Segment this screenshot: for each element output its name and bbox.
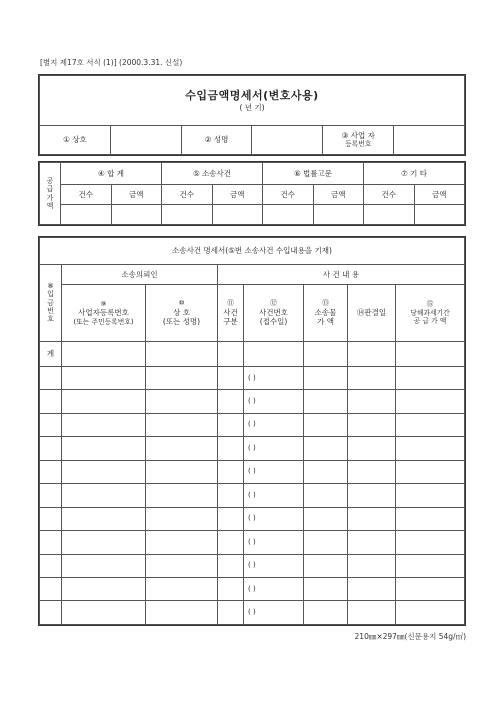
table-row: [40, 390, 465, 413]
count-label: 건수: [162, 185, 213, 205]
table-cell[interactable]: [218, 507, 244, 530]
col12-line1: 사건번호: [259, 307, 288, 317]
table-cell[interactable]: [348, 413, 396, 436]
col13-line2: 가 액: [317, 317, 334, 327]
total-count-field[interactable]: [61, 205, 112, 225]
table-cell[interactable]: [40, 413, 62, 436]
total-cell[interactable]: [304, 342, 348, 367]
table-cell[interactable]: [348, 507, 396, 530]
table-cell[interactable]: [396, 366, 465, 389]
other-amount-field[interactable]: [414, 205, 465, 225]
col-period-supply-value: [396, 284, 465, 341]
col9-line2: (또는 주민등록번호): [73, 317, 134, 326]
table-cell[interactable]: [40, 484, 62, 507]
table-cell[interactable]: [40, 531, 62, 554]
col-case-number: [244, 284, 304, 341]
supply-label-char: 액: [46, 201, 54, 210]
table-row: [40, 460, 465, 483]
amount-label: 금액: [414, 185, 465, 205]
table-cell[interactable]: [40, 366, 62, 389]
table-cell[interactable]: [396, 507, 465, 530]
litigation-detail-section: [38, 236, 466, 626]
total-row-label: 계: [40, 342, 62, 367]
count-label: 건수: [263, 185, 314, 205]
table-cell[interactable]: [218, 484, 244, 507]
case-number-cell[interactable]: ( ): [244, 578, 304, 601]
table-cell[interactable]: [146, 390, 218, 413]
table-cell[interactable]: [40, 507, 62, 530]
col13-mark: ⑬: [322, 299, 329, 308]
table-row: [40, 437, 465, 460]
table-cell[interactable]: [304, 531, 348, 554]
year-period: ( 년 기): [239, 102, 265, 112]
table-cell[interactable]: [304, 390, 348, 413]
receipt-label-char: ⑧: [47, 281, 54, 290]
receipt-label-char: 번: [47, 307, 54, 316]
table-row: [40, 554, 465, 577]
receipt-label-char: 호: [47, 315, 54, 324]
col-business-name: [146, 284, 218, 341]
table-cell[interactable]: [396, 390, 465, 413]
table-row: [40, 601, 465, 625]
table-cell[interactable]: [62, 601, 146, 625]
receipt-label-char: 입: [47, 290, 54, 299]
col-case-type: [218, 284, 244, 341]
table-cell[interactable]: [40, 554, 62, 577]
table-cell[interactable]: [146, 460, 218, 483]
table-row: [40, 413, 465, 436]
supply-value-vertical-label: [40, 163, 61, 225]
col9-mark: ⑨: [100, 299, 107, 308]
table-cell[interactable]: [348, 601, 396, 625]
table-cell[interactable]: [40, 578, 62, 601]
title-cell: [40, 76, 465, 126]
table-cell[interactable]: [396, 413, 465, 436]
col10-line1: 상 호: [173, 307, 190, 317]
table-cell[interactable]: [218, 390, 244, 413]
table-cell[interactable]: [348, 531, 396, 554]
supply-label-char: 급: [46, 185, 54, 194]
other-header: ⑦ 기 타: [364, 163, 465, 185]
table-cell[interactable]: [62, 484, 146, 507]
col9-line1: 사업자등록번호: [78, 308, 129, 318]
table-cell[interactable]: [146, 507, 218, 530]
table-cell[interactable]: [146, 554, 218, 577]
table-row: [40, 366, 465, 389]
registration-number-field[interactable]: [394, 126, 465, 155]
table-cell[interactable]: [146, 366, 218, 389]
registration-label-line1: ③ 사업 자: [341, 131, 375, 141]
case-number-cell[interactable]: ( ): [244, 484, 304, 507]
table-cell[interactable]: [396, 484, 465, 507]
table-cell[interactable]: [304, 413, 348, 436]
table-cell[interactable]: [348, 578, 396, 601]
table-cell[interactable]: [218, 460, 244, 483]
table-cell[interactable]: [146, 601, 218, 625]
other-count-field[interactable]: [364, 205, 415, 225]
receipt-number-header: [40, 264, 62, 342]
receipt-label-char: 금: [47, 298, 54, 307]
table-cell[interactable]: [348, 460, 396, 483]
table-cell[interactable]: [218, 601, 244, 625]
table-cell[interactable]: [218, 578, 244, 601]
total-cell[interactable]: [396, 342, 465, 367]
table-cell[interactable]: [40, 460, 62, 483]
supply-label-char: 가: [46, 193, 54, 202]
table-cell[interactable]: [40, 437, 62, 460]
table-cell[interactable]: [62, 366, 146, 389]
count-label: 건수: [364, 185, 415, 205]
case-number-cell[interactable]: ( ): [244, 460, 304, 483]
table-cell[interactable]: [348, 484, 396, 507]
registration-label-line2: 등록번호: [345, 140, 372, 149]
table-row: [40, 484, 465, 507]
table-cell[interactable]: [396, 531, 465, 554]
total-cell[interactable]: [218, 342, 244, 367]
col12-mark: ⑫: [270, 299, 277, 308]
legal-advisor-header: ⑥ 법률고문: [263, 163, 364, 185]
table-cell[interactable]: [304, 601, 348, 625]
table-row: [40, 531, 465, 554]
total-cell[interactable]: [62, 342, 146, 367]
name-label: ② 성명: [181, 126, 252, 155]
form-title: 수입금액명세서(변호사용): [185, 88, 319, 102]
table-cell[interactable]: [218, 531, 244, 554]
table-cell[interactable]: [62, 460, 146, 483]
table-cell[interactable]: [218, 366, 244, 389]
col12-line2: (접수일): [259, 317, 288, 327]
supply-value-section: [38, 161, 466, 226]
col15-line2: 공 급 가 액: [413, 317, 447, 326]
case-number-cell[interactable]: ( ): [244, 390, 304, 413]
table-cell[interactable]: [304, 507, 348, 530]
litigation-header: ⑤ 소송사건: [162, 163, 263, 185]
table-cell[interactable]: [348, 554, 396, 577]
name-field[interactable]: [252, 126, 323, 155]
table-cell[interactable]: [218, 554, 244, 577]
registration-number-label: [323, 126, 394, 155]
col13-line1: 소송물: [314, 307, 337, 317]
table-cell[interactable]: [40, 601, 62, 625]
case-number-cell[interactable]: ( ): [244, 507, 304, 530]
table-cell[interactable]: [146, 578, 218, 601]
table-cell[interactable]: [304, 460, 348, 483]
total-amount-field[interactable]: [111, 205, 162, 225]
col-judgment-date: ⑭판결일: [348, 284, 396, 341]
table-cell[interactable]: [62, 507, 146, 530]
amount-label: 금액: [212, 185, 263, 205]
amount-label: 금액: [111, 185, 162, 205]
table-cell[interactable]: [40, 390, 62, 413]
table-cell[interactable]: [396, 554, 465, 577]
table-cell[interactable]: [348, 390, 396, 413]
table-cell[interactable]: [62, 578, 146, 601]
col11-mark: ⑪: [227, 299, 234, 308]
table-row: [40, 507, 465, 530]
table-cell[interactable]: [146, 531, 218, 554]
case-number-cell[interactable]: ( ): [244, 413, 304, 436]
supply-label-char: 공: [46, 176, 54, 185]
case-number-cell[interactable]: ( ): [244, 366, 304, 389]
col15-mark: ⑮: [426, 300, 434, 309]
legal-amount-field[interactable]: [313, 205, 364, 225]
legal-count-field[interactable]: [263, 205, 314, 225]
table-cell[interactable]: [146, 437, 218, 460]
table-cell[interactable]: [146, 413, 218, 436]
table-cell[interactable]: [348, 366, 396, 389]
table-row: [40, 578, 465, 601]
table-cell[interactable]: [304, 366, 348, 389]
table-cell[interactable]: [62, 437, 146, 460]
case-number-cell[interactable]: ( ): [244, 531, 304, 554]
table-cell[interactable]: [218, 413, 244, 436]
table-cell[interactable]: [396, 437, 465, 460]
total-cell[interactable]: [146, 342, 218, 367]
table-cell[interactable]: [396, 460, 465, 483]
title-section: [38, 74, 466, 156]
table-cell[interactable]: [218, 437, 244, 460]
table-cell[interactable]: [304, 437, 348, 460]
case-number-cell[interactable]: ( ): [244, 601, 304, 625]
table-cell[interactable]: [62, 390, 146, 413]
case-number-cell[interactable]: ( ): [244, 437, 304, 460]
case-header: 사 건 내 용: [218, 264, 465, 284]
table-cell[interactable]: [396, 578, 465, 601]
litigation-amount-field[interactable]: [212, 205, 263, 225]
business-name-field[interactable]: [110, 126, 181, 155]
col10-mark: ⑩: [178, 299, 185, 308]
litigation-count-field[interactable]: [162, 205, 213, 225]
case-number-cell[interactable]: ( ): [244, 554, 304, 577]
table-cell[interactable]: [62, 413, 146, 436]
table-cell[interactable]: [304, 554, 348, 577]
total-cell[interactable]: [244, 342, 304, 367]
total-header: ④ 합 계: [61, 163, 162, 185]
form-note: [별지 제17호 서식 (1)] (2000.3.31. 신설): [40, 58, 183, 67]
table-cell[interactable]: [348, 437, 396, 460]
table-cell[interactable]: [62, 531, 146, 554]
business-name-label: ① 상호: [40, 126, 111, 155]
col10-line2: (또는 성명): [162, 317, 201, 327]
col-registration-number: [62, 284, 146, 341]
col-claim-value: [304, 284, 348, 341]
client-header: 소송의뢰인: [62, 264, 218, 284]
table-cell[interactable]: [304, 578, 348, 601]
count-label: 건수: [61, 185, 112, 205]
col11-line2: 구분: [223, 317, 238, 327]
table-cell[interactable]: [62, 554, 146, 577]
table-cell[interactable]: [304, 484, 348, 507]
amount-label: 금액: [313, 185, 364, 205]
col15-line1: 당해과세기간: [410, 308, 450, 317]
table-cell[interactable]: [396, 601, 465, 625]
table-cell[interactable]: [146, 484, 218, 507]
total-cell[interactable]: [348, 342, 396, 367]
col11-line1: 사건: [223, 307, 238, 317]
paper-size-note: 210㎜×297㎜(신문용지 54g/㎡): [354, 632, 466, 641]
detail-title: 소송사건 명세서(⑤번 소송사건 수입내용을 기재): [40, 238, 465, 265]
